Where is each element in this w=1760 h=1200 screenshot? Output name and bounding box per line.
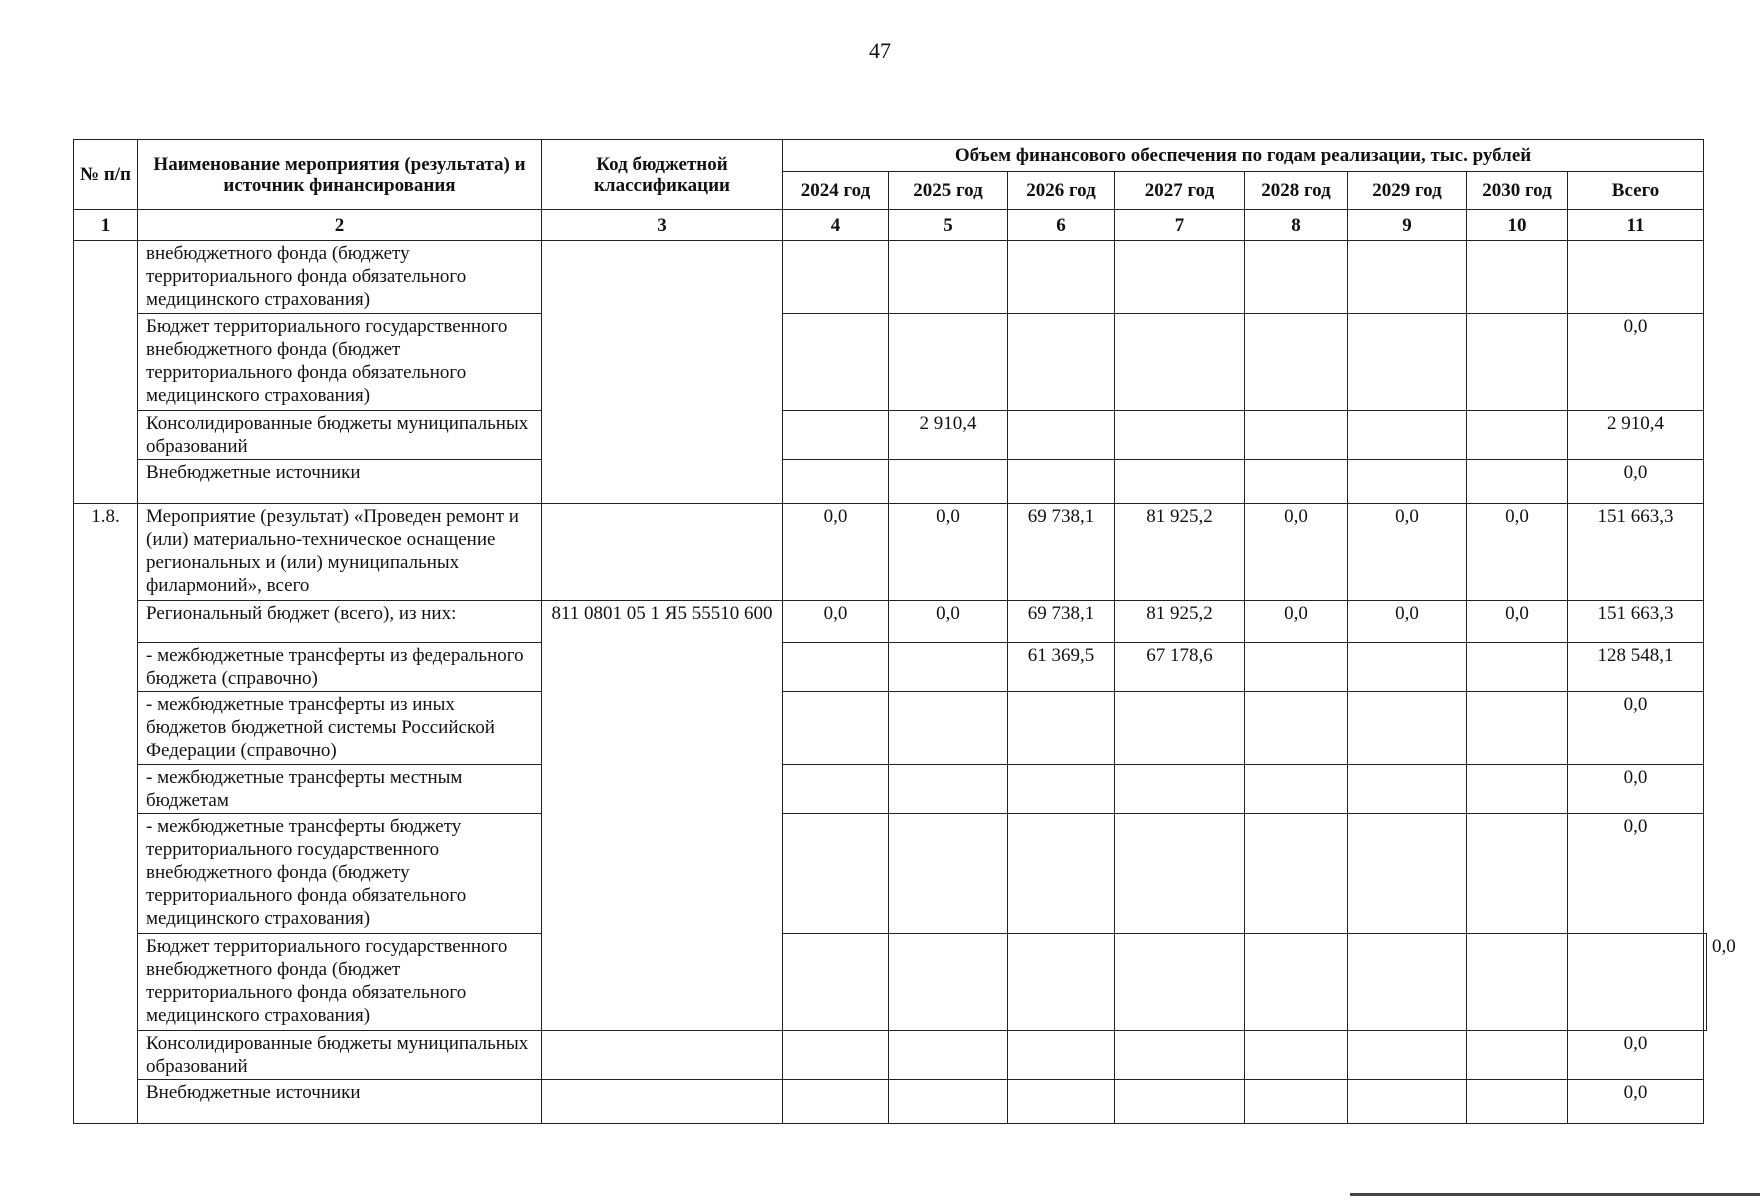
page-number: 47: [869, 38, 891, 63]
col-number: 9: [1348, 210, 1467, 241]
value-cell: [1467, 314, 1568, 411]
col-number: 1: [74, 210, 138, 241]
value-cell: [783, 314, 889, 411]
row-name: Консолидированные бюджеты муниципальных образований: [138, 411, 542, 460]
value-cell: [1245, 1080, 1348, 1124]
value-cell: [783, 460, 889, 504]
value-cell: [1115, 314, 1245, 411]
header-financing-group: Объем финансового обеспечения по годам реализации, тыс. рублей: [783, 140, 1704, 172]
value-cell: 0,0: [783, 504, 889, 601]
value-cell: [1348, 411, 1467, 460]
value-cell: [1115, 1031, 1245, 1080]
col-number: 6: [1008, 210, 1115, 241]
value-cell: 61 369,5: [1008, 643, 1115, 692]
row-name: Региональный бюджет (всего), из них:: [138, 601, 542, 643]
total-cell: 0,0: [1704, 934, 1707, 1031]
header-year-2024: 2024 год: [783, 172, 889, 210]
row-name: - межбюджетные трансферты из иных бюджетов бюджетной системы Российской Федерации (справочно): [138, 692, 542, 765]
value-cell: [889, 1080, 1008, 1124]
row-name: Бюджет территориального государственного внебюджетного фонда (бюджет территориального фонда обязательного медицинского страхования): [138, 314, 542, 411]
col-number: 2: [138, 210, 542, 241]
value-cell: 0,0: [1348, 601, 1467, 643]
row-name: - межбюджетные трансферты из федерального бюджета (справочно): [138, 643, 542, 692]
value-cell: [1467, 934, 1568, 1031]
value-cell: [889, 765, 1008, 814]
value-cell: [1115, 241, 1245, 314]
value-cell: [783, 765, 889, 814]
row-name: Бюджет территориального государственного внебюджетного фонда (бюджет территориального фонда обязательного медицинского страхования): [138, 934, 542, 1031]
value-cell: [1008, 814, 1115, 934]
total-cell: 128 548,1: [1568, 643, 1704, 692]
value-cell: [1348, 692, 1467, 765]
col-number: 5: [889, 210, 1008, 241]
value-cell: [1008, 411, 1115, 460]
col-number: 4: [783, 210, 889, 241]
code-cell: [783, 934, 889, 1031]
value-cell: [1348, 1031, 1467, 1080]
value-cell: [1008, 1080, 1115, 1124]
header-year-2025: 2025 год: [889, 172, 1008, 210]
table-row: [74, 765, 1707, 814]
header-year-2026: 2026 год: [1008, 172, 1115, 210]
value-cell: [1467, 765, 1568, 814]
value-cell: [1348, 643, 1467, 692]
header-total: Всего: [1568, 172, 1704, 210]
value-cell: 0,0: [1467, 504, 1568, 601]
total-cell: 0,0: [1568, 460, 1704, 504]
value-cell: [889, 460, 1008, 504]
value-cell: [1467, 460, 1568, 504]
value-cell: 69 738,1: [1008, 504, 1115, 601]
col-number: 3: [542, 210, 783, 241]
value-cell: [1467, 692, 1568, 765]
value-cell: [1115, 934, 1245, 1031]
value-cell: [889, 692, 1008, 765]
header-year-2030: 2030 год: [1467, 172, 1568, 210]
row-name: Консолидированные бюджеты муниципальных образований: [138, 1031, 542, 1080]
value-cell: [1245, 643, 1348, 692]
value-cell: [889, 643, 1008, 692]
value-cell: [783, 411, 889, 460]
value-cell: [1008, 241, 1115, 314]
header-num: № п/п: [74, 140, 138, 210]
table-row: [74, 1031, 1707, 1080]
table-row: [74, 601, 1707, 643]
code-cell: [542, 1031, 783, 1080]
value-cell: [783, 643, 889, 692]
table-row: [74, 241, 1707, 314]
value-cell: [1245, 1031, 1348, 1080]
value-cell: [1467, 1031, 1568, 1080]
value-cell: [1245, 411, 1348, 460]
total-cell: 0,0: [1568, 814, 1704, 934]
table-row: [74, 1080, 1707, 1124]
value-cell: 81 925,2: [1115, 504, 1245, 601]
value-cell: [1245, 692, 1348, 765]
row-name: Внебюджетные источники: [138, 1080, 542, 1124]
value-cell: 67 178,6: [1115, 643, 1245, 692]
table-row: [74, 460, 1707, 504]
value-cell: [1245, 934, 1348, 1031]
value-cell: [1008, 314, 1115, 411]
col-number: 8: [1245, 210, 1348, 241]
total-cell: 2 910,4: [1568, 411, 1704, 460]
value-cell: [889, 1031, 1008, 1080]
value-cell: [1348, 765, 1467, 814]
value-cell: [1115, 814, 1245, 934]
value-cell: [1115, 460, 1245, 504]
header-year-2028: 2028 год: [1245, 172, 1348, 210]
value-cell: [1467, 1080, 1568, 1124]
value-cell: [1008, 765, 1115, 814]
total-cell: 0,0: [1568, 1080, 1704, 1124]
value-cell: [1008, 934, 1115, 1031]
value-cell: [1467, 411, 1568, 460]
total-cell: 0,0: [1568, 692, 1704, 765]
value-cell: 0,0: [1245, 601, 1348, 643]
row-number: 1.8.: [74, 504, 138, 1124]
table-row: [74, 411, 1707, 460]
value-cell: 0,0: [783, 601, 889, 643]
value-cell: [1348, 934, 1467, 1031]
total-cell: 151 663,3: [1568, 504, 1704, 601]
value-cell: [1245, 314, 1348, 411]
value-cell: [889, 934, 1008, 1031]
value-cell: 2 910,4: [889, 411, 1008, 460]
col-number: 11: [1568, 210, 1704, 241]
col-number: 10: [1467, 210, 1568, 241]
total-cell: 0,0: [1568, 765, 1704, 814]
code-cell: [542, 504, 783, 601]
row-name: - межбюджетные трансферты бюджету территориального государственного внебюджетного фонда (бюджету территориального фонда обязательного медицинского страхования): [138, 814, 542, 934]
row-name: Мероприятие (результат) «Проведен ремонт и (или) материально-техническое оснащение региональных и (или) муниципальных филармоний», всего: [138, 504, 542, 601]
table-row: [74, 692, 1707, 765]
table-row: [74, 643, 1707, 692]
row-name: - межбюджетные трансферты местным бюджетам: [138, 765, 542, 814]
value-cell: 0,0: [889, 504, 1008, 601]
value-cell: 0,0: [1467, 601, 1568, 643]
value-cell: [1467, 814, 1568, 934]
value-cell: [1348, 460, 1467, 504]
value-cell: [783, 1080, 889, 1124]
value-cell: [1115, 411, 1245, 460]
value-cell: [889, 814, 1008, 934]
value-cell: [889, 314, 1008, 411]
value-cell: 0,0: [1245, 504, 1348, 601]
budget-code: 811 0801 05 1 Я5 55510 600: [542, 601, 783, 1031]
value-cell: [1008, 1031, 1115, 1080]
value-cell: [783, 241, 889, 314]
table-row: [74, 934, 1707, 1031]
row-number-cell: [74, 241, 138, 504]
value-cell: [1467, 643, 1568, 692]
value-cell: [1245, 765, 1348, 814]
value-cell: [1115, 1080, 1245, 1124]
value-cell: [1115, 765, 1245, 814]
total-cell: 0,0: [1568, 314, 1704, 411]
code-cell: [542, 241, 783, 504]
col-number: 7: [1115, 210, 1245, 241]
value-cell: [1467, 241, 1568, 314]
header-year-2027: 2027 год: [1115, 172, 1245, 210]
value-cell: [1348, 814, 1467, 934]
total-cell: [1568, 241, 1704, 314]
total-cell: 151 663,3: [1568, 601, 1704, 643]
code-cell: [542, 1080, 783, 1124]
value-cell: [1245, 241, 1348, 314]
value-cell: 69 738,1: [1008, 601, 1115, 643]
column-numbers-row: [74, 210, 1707, 241]
total-cell: 0,0: [1568, 1031, 1704, 1080]
value-cell: [783, 692, 889, 765]
value-cell: [1115, 692, 1245, 765]
value-cell: [1348, 1080, 1467, 1124]
financing-table: [73, 139, 1736, 1124]
row-name: внебюджетного фонда (бюджету территориального фонда обязательного медицинского страхования): [138, 241, 542, 314]
value-cell: [889, 241, 1008, 314]
table-row: [74, 504, 1707, 601]
table-row: [74, 814, 1707, 934]
value-cell: [783, 814, 889, 934]
header-code: Код бюджетной классификации: [542, 140, 783, 210]
header-year-2029: 2029 год: [1348, 172, 1467, 210]
value-cell: 0,0: [889, 601, 1008, 643]
value-cell: [1245, 814, 1348, 934]
value-cell: 0,0: [1348, 504, 1467, 601]
row-name: Внебюджетные источники: [138, 460, 542, 504]
value-cell: [1568, 934, 1704, 1031]
value-cell: [1348, 241, 1467, 314]
value-cell: [1008, 692, 1115, 765]
header-name: Наименование мероприятия (результата) и источник финансирования: [138, 140, 542, 210]
scan-edge-line: [1350, 1193, 1760, 1196]
value-cell: [1008, 460, 1115, 504]
value-cell: [783, 1031, 889, 1080]
value-cell: 81 925,2: [1115, 601, 1245, 643]
table-row: [74, 314, 1707, 411]
value-cell: [1348, 314, 1467, 411]
value-cell: [1245, 460, 1348, 504]
